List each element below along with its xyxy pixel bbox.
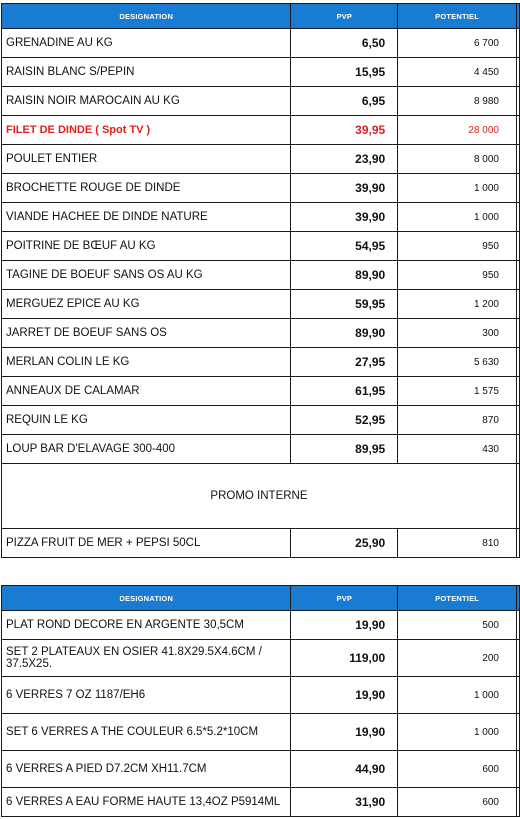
table-row [2,174,520,203]
header-pvp: PVP [291,4,398,29]
cell-designation: 6 VERRES A PIED D7.2CM XH11.7CM [2,751,291,788]
cell-pvp: 89,90 [291,319,398,348]
table-row [2,677,520,714]
header-designation: DESIGNATION [2,586,291,611]
cell-pvp: 89,90 [291,261,398,290]
cell-pvp: 19,90 [291,611,398,640]
table-header-row [2,586,520,611]
cell-designation: VIANDE HACHEE DE DINDE NATURE [2,203,291,232]
cell-pvp: 19,90 [291,677,398,714]
cell-designation: ANNEAUX DE CALAMAR [2,377,291,406]
cell-potentiel: 950 [398,232,517,261]
cell-potentiel: 5 630 [398,348,517,377]
cell-designation: POITRINE DE BŒUF AU KG [2,232,291,261]
cell-potentiel: 6 700 [398,29,517,58]
table-row [2,788,520,817]
cell-pvp: 6,95 [291,87,398,116]
cell-potentiel: 600 [398,788,517,817]
cell-potentiel: 8 000 [398,145,517,174]
table-row [2,203,520,232]
table-row [2,29,520,58]
cell-potentiel: 1 200 [398,290,517,319]
cell-pvp: 59,95 [291,290,398,319]
cell-potentiel: 1 000 [398,677,517,714]
table-row [2,232,520,261]
table-header-row [2,4,520,29]
cell-pvp: 44,90 [291,751,398,788]
table-row [2,145,520,174]
cell-pvp: 27,95 [291,348,398,377]
cell-pvp: 61,95 [291,377,398,406]
cell-designation: 6 VERRES A EAU FORME HAUTE 13,4OZ P5914ML [2,788,291,817]
promo-section-row [2,464,520,529]
table-row [2,87,520,116]
cell-designation: SET 6 VERRES A THE COULEUR 6.5*5.2*10CM [2,714,291,751]
table-row [2,751,520,788]
cell-potentiel: 8 980 [398,87,517,116]
cell-designation: 6 VERRES 7 OZ 1187/EH6 [2,677,291,714]
header-edge [517,586,520,611]
cell-designation: GRENADINE AU KG [2,29,291,58]
cell-designation: RAISIN NOIR MAROCAIN AU KG [2,87,291,116]
header-designation: DESIGNATION [2,4,291,29]
header-edge [516,4,519,29]
header-pvp: PVP [291,586,398,611]
product-table-2 [1,585,520,817]
cell-pvp: 23,90 [291,145,398,174]
cell-pvp: 52,95 [291,406,398,435]
cell-pvp: 25,90 [291,529,398,558]
cell-potentiel: 950 [398,261,517,290]
cell-potentiel: 430 [398,435,517,464]
table-row [2,435,520,464]
table-row [2,58,520,87]
cell-designation: BROCHETTE ROUGE DE DINDE [2,174,291,203]
cell-designation: LOUP BAR D'ELAVAGE 300-400 [2,435,291,464]
header-potentiel: POTENTIEL [398,4,517,29]
cell-pvp: 39,95 [291,116,398,145]
table-row [2,261,520,290]
cell-designation: MERLAN COLIN LE KG [2,348,291,377]
cell-pvp: 39,90 [291,203,398,232]
cell-designation: RAISIN BLANC S/PEPIN [2,58,291,87]
cell-designation: PLAT ROND DECORE EN ARGENTE 30,5CM [2,611,291,640]
product-table-1 [1,3,520,558]
cell-designation: SET 2 PLATEAUX EN OSIER 41.8X29.5X4.6CM / 37.5X25. [2,640,291,677]
table-row [2,377,520,406]
cell-potentiel: 300 [398,319,517,348]
cell-pvp: 39,90 [291,174,398,203]
table-row [2,640,520,677]
cell-potentiel: 1 000 [398,203,517,232]
cell-designation: POULET ENTIER [2,145,291,174]
table-row [2,290,520,319]
cell-pvp: 119,00 [291,640,398,677]
cell-potentiel: 500 [398,611,517,640]
cell-potentiel: 600 [398,751,517,788]
cell-potentiel: 28 000 [398,116,517,145]
promo-label: PROMO INTERNE [2,464,517,529]
cell-pvp: 89,95 [291,435,398,464]
cell-potentiel: 810 [398,529,517,558]
cell-potentiel: 4 450 [398,58,517,87]
cell-pvp: 6,50 [291,29,398,58]
cell-designation: MERGUEZ EPICE AU KG [2,290,291,319]
cell-pvp: 54,95 [291,232,398,261]
cell-pvp: 31,90 [291,788,398,817]
cell-designation: PIZZA FRUIT DE MER + PEPSI 50CL [2,529,291,558]
cell-potentiel: 1 000 [398,714,517,751]
table-row [2,319,520,348]
cell-designation: FILET DE DINDE ( Spot TV ) [2,116,291,145]
cell-designation: TAGINE DE BOEUF SANS OS AU KG [2,261,291,290]
cell-pvp: 19,90 [291,714,398,751]
table-row [2,348,520,377]
cell-potentiel: 1 575 [398,377,517,406]
table-row [2,611,520,640]
cell-potentiel: 870 [398,406,517,435]
table-row [2,529,520,558]
table-row [2,714,520,751]
cell-designation: JARRET DE BOEUF SANS OS [2,319,291,348]
cell-potentiel: 200 [398,640,517,677]
cell-potentiel: 1 000 [398,174,517,203]
cell-pvp: 15,95 [291,58,398,87]
header-potentiel: POTENTIEL [398,586,517,611]
table-row [2,116,520,145]
table-row [2,406,520,435]
cell-designation: REQUIN LE KG [2,406,291,435]
